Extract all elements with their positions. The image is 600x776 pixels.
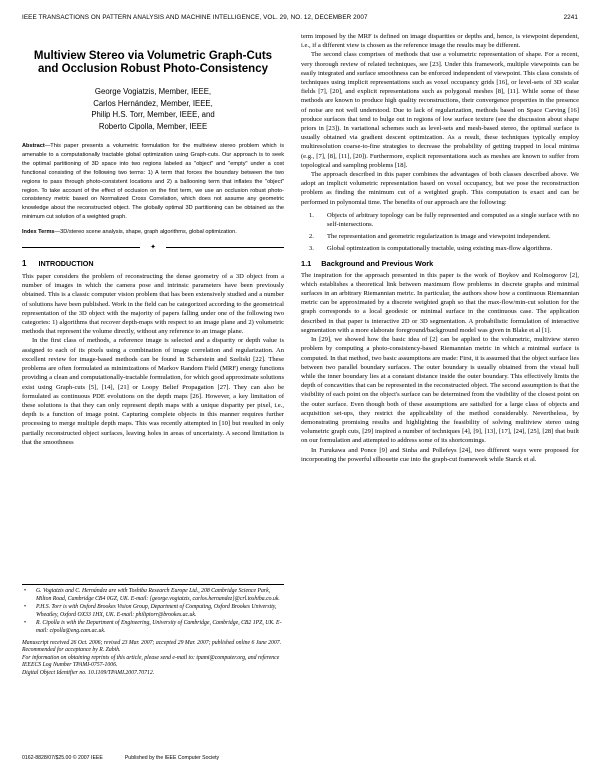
footnotes xyxy=(22,584,284,678)
subsection-title: Background and Previous Work xyxy=(321,258,434,268)
index-terms-label: Index Terms xyxy=(22,229,55,236)
section-divider xyxy=(22,243,284,251)
bullet-icon: • xyxy=(24,604,27,611)
paper-title xyxy=(22,50,284,76)
subsection-heading-background xyxy=(301,259,579,268)
manuscript-dates: Manuscript received 26 Oct. 2006; revised 23 Mar. 2007; accepted 29 Mar. 2007; published online 6 June 2007. xyxy=(22,639,282,646)
publisher: Published by the IEEE Computer Society xyxy=(124,755,220,761)
footnote-affiliation-1 xyxy=(22,588,284,603)
list-item-text: Global optimization is computationally tractable, using existing max-flow algorithms. xyxy=(327,245,553,253)
author-list xyxy=(22,86,284,132)
footnote-text: R. Cipolla is with the Department of Engineering, University of Cambridge, Cambridge, CB2 1PZ, UK. E-mail: cipolla@eng.cam.ac.uk. xyxy=(36,620,282,634)
author-2: Carlos Hernández, Member, IEEE, xyxy=(93,98,213,108)
abstract-label: Abstract xyxy=(22,143,45,149)
right-paragraph-2: The second class comprises of methods that use a volumetric representation of shape. For a recent, very thorough review of related techniques, see [23]. Under this framework, multiple viewpoints can be easily integrated and surface smoothness can be enforced independent of viewpoint. This class consists of techniques using implicit representations such as voxel occupancy grids [16], or level-sets of 3D scalar fields [7], [20], and explicit representations such as polygonal meshes [8], [11]. While some of these methods are known to produce high quality reconstructions, their convergence properties in the presence of noise are not well understood. Due to lack of regularization, methods based on Space Carving [16] produce surfaces that tend to bulge out in regions of low surface texture (see the discussion about shape priors in [23]). In variational schemes such as level-sets and mesh-based stereo, the optimal surface is usually obtained via gradient descent optimization. As a result, these techniques typically employ multiresolution coarse-to-fine strategies to decrease the probability of getting trapped in local minima (e.g., [7], [8], [11], [20]). Furthermore, explicit representations such as meshes are known to suffer from topological and sampling problems [18]. xyxy=(301,51,579,169)
divider-line-right xyxy=(166,247,284,248)
right-paragraph-3: The approach described in this paper combines the advantages of both classes described above. We adopt an implicit volumetric representation based on voxel occupancy, but we pose the reconstruction problem as finding the minimum cut of a weighted graph. This computation is exact and can be performed in polynomial time. The benefits of our approach are the following: xyxy=(301,171,579,206)
list-item-number: 3. xyxy=(309,245,314,253)
left-column xyxy=(22,32,284,447)
background-paragraph-1: The inspiration for the approach presented in this paper is the work of Boykov and Kolmogorov [2], which establishes a theoretical link between maximum flow problems in discrete graphs and minimal surfaces in an arbitrary Riemannian metric. In particular, the authors show how a continuous Riemannian metric can be approximated by a discrete weighted graph so that the max-flow/min-cut solution for the graph corresponds to a local geodesic or minimal surface in the continuous case. The application described in that paper is interactive 2D or 3D segmentation. A probabilistic formulation of interactive segmentation with a more elaborate foreground/background model was given in Blake et al [1]. xyxy=(301,271,579,334)
list-item xyxy=(301,211,579,229)
journal-header: IEEE TRANSACTIONS ON PATTERN ANALYSIS AND MACHINE INTELLIGENCE, VOL. 29, NO. 12, DECEMBER 2007 xyxy=(22,14,368,21)
author-3: Philip H.S. Torr, Member, IEEE, and xyxy=(91,110,215,119)
footnote-affiliation-2 xyxy=(22,604,284,619)
right-column xyxy=(301,32,579,464)
section-heading-introduction xyxy=(22,259,284,268)
running-head xyxy=(22,14,578,21)
reprints-info: For information on obtaining reprints of this article, please send e-mail to: tpami@computer.org, and reference IEEECS Log Number TPAMI-0757-1006. xyxy=(22,654,280,669)
section-number: 1 xyxy=(22,259,27,269)
index-terms-text: —3D/stereo scene analysis, shape, graph algorithms, global optimization. xyxy=(54,229,237,236)
bullet-icon: • xyxy=(24,620,27,627)
index-terms xyxy=(22,228,284,237)
background-paragraph-2: In [29], we showed how the basic idea of [2] can be applied to the volumetric, multiview stereo problem by computing a photo-consistency-based Riemannian metric in which a minimal surface is computed. In that method, two basic assumptions are made: First, it is assumed that the object surface lies between two parallel boundary surfaces. The outer boundary is usually obtained from the visual hull while the inner boundary lies at a constant distance inside the outer boundary. This effectively limits the depth of concavities that can be represented in the reconstructed object. The second assumption is that the visibility of each point on the object's surface can be determined from the visibility of the closest point on the outer surface. Even though both of these assumptions are satisfied for a large class of objects and acquisition set-ups, they restrict the applicability of the method considerably. Nevertheless, by demonstrating promising results and highlighting the feasibility of solving multiview stereo using volumetric graph cuts, [29] inspired a number of techniques [4], [9], [13], [17], [24], [25], [28] that built on our formulation and attempted to address some of its shortcomings. xyxy=(301,336,579,445)
page-footer xyxy=(22,755,284,761)
footnote-text: G. Vogiatzis and C. Hernández are with Toshiba Research Europe Ltd., 208 Cambridge Science Park, Milton Road, Cambridge CB4 0GZ, UK. E-mail: {george.vogiatzis, carlos.hernandez}@crl.toshiba.co.uk. xyxy=(36,588,280,602)
intro-paragraph-1: This paper considers the problem of reconstructing the dense geometry of a 3D object from a number of images in which the camera pose and intrinsic parameters have been previously obtained. This is a classic computer vision problem that has been extensively studied and a number of solutions have been published. Work in the field can be categorized according to the geometrical representation of the 3D object with the majority of papers falling under one of the following two categories: 1) algorithms that recover depth-maps with respect to an image plane and 2) volumetric methods that represent the volume directly, without any reference to an image plane. xyxy=(22,273,284,336)
issn-copyright: 0162-8828/07/$25.00 © 2007 IEEE xyxy=(22,755,103,761)
list-item-number: 1. xyxy=(309,211,314,219)
recommended-by: Recommended for acceptance by R. Zabih. xyxy=(22,647,121,654)
page-number: 2241 xyxy=(563,14,578,21)
subsection-number: 1.1 xyxy=(301,258,312,268)
section-title: INTRODUCTION xyxy=(38,259,94,269)
title-line-2: and Occlusion Robust Photo-Consistency xyxy=(37,63,269,75)
author-4: Roberto Cipolla, Member, IEEE xyxy=(98,121,208,131)
footnote-affiliation-3 xyxy=(22,620,284,635)
list-item xyxy=(301,244,579,253)
list-item xyxy=(301,232,579,241)
background-paragraph-3: In Furukawa and Ponce [9] and Sinha and Pollefeys [24], two different ways were proposed for incorporating the powerful silhouette cue into the graph-cut framework while Starck et al. xyxy=(301,446,579,463)
title-line-1: Multiview Stereo via Volumetric Graph-Cuts xyxy=(33,50,273,62)
diamond-icon: ✦ xyxy=(150,243,156,252)
footnote-text: P.H.S. Torr is with Oxford Brookes Vision Group, Department of Computing, Oxford Brookes University, Wheatley, Oxford OX33 1HX, UK. E-mail: philiptorr@brookes.ac.uk. xyxy=(36,604,277,618)
abstract-text: —This paper presents a volumetric formulation for the multiview stereo problem which is amenable to a computationally tractable global optimization using Graph-cuts. Our approach is to seek the optimal partitioning of 3D space into two regions labeled as "object" and "empty" under a cost functional consisting of the following two terms: 1) A term that forces the boundary between the two regions to pass through photo-consistent locations and 2) a ballooning term that inflates the "object" region. To take account of the effect of occlusion on the first term, we use an occlusion robust photo-consistency metric based on Normalized Cross Correlation, which does not assume any geometric knowledge about the reconstructed object. The globally optimal 3D partitioning can be obtained as the minimum cut solution of a weighted graph. xyxy=(22,143,284,221)
divider-line-left xyxy=(22,247,140,248)
abstract xyxy=(22,142,284,222)
benefits-list xyxy=(301,211,579,254)
doi: Digital Object Identifier no. 10.1109/TPAMI.2007.70712. xyxy=(22,669,155,676)
list-item-number: 2. xyxy=(309,233,314,241)
bullet-icon: • xyxy=(24,588,27,594)
list-item-text: The representation and geometric regularization is image and viewpoint independent. xyxy=(327,233,551,241)
right-paragraph-1: term imposed by the MRF is defined on image disparities or depths and, hence, is viewpoint dependent, i.e., if a different view is chosen as the reference image the results may be different. xyxy=(301,33,579,50)
intro-paragraph-2: In the first class of methods, a reference image is selected and a disparity or depth value is assigned to each of its pixels using a combination of image correlation and regularization. An excellent review for image-based methods can be found in Scharstein and Szeliski [22]. These problems are often formulated as minimizations of Markov Random Field (MRF) energy functions providing a clean and computationally-tractable formulation, for which good approximate solutions exist using Graph-cuts [5], [14], [21] or Loopy Belief Propagation [27]. They can also be formulated as continuous PDE evolutions on the depth maps [26]. However, a key limitation of these solutions is that they can only represent depth maps with a unique disparity per pixel, i.e., depth is a function of image point. Capturing complete objects in this manner requires further processing to merge multiple depth maps. This was recently attempted in [10] but resulted in only partially reconstructed object surfaces, leaving holes in areas of uncertainty. A second limitation is that the smoothness xyxy=(22,337,284,446)
list-item-text: Objects of arbitrary topology can be fully represented and computed as a single surface with no self-intersections. xyxy=(327,211,579,229)
author-1: George Vogiatzis, Member, IEEE, xyxy=(94,87,212,96)
